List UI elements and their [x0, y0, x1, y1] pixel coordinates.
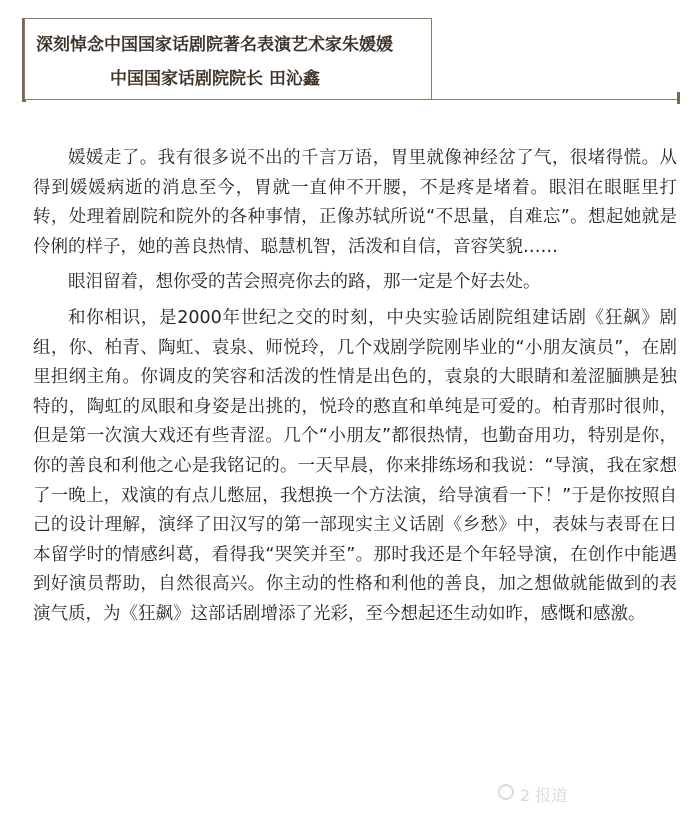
paragraph-1: 媛媛走了。我有很多说不出的千言万语，胃里就像神经岔了气，很堵得慌。从得到媛媛病逝的消息至今，胃就一直伸不开腰，不是疼是堵着。眼泪在眼眶里打转，处理着剧院和院外的各种事情，正像苏轼所说“不思量，自难忘”。想起她就是伶俐的样子，她的善良热情、聪慧机智，活泼和自信，音容笑貌……: [33, 148, 677, 257]
watermark-logo-icon: [498, 784, 514, 800]
paragraph-2: 眼泪留着，想你受的苦会照亮你去的路，那一定是个好去处。: [68, 272, 541, 293]
article-title: 深刻悼念中国国家话剧院著名表演艺术家朱媛媛: [36, 35, 393, 55]
header-frame-accent-right: [677, 92, 680, 104]
article-author: 中国国家话剧院院长 田沁鑫: [110, 69, 320, 89]
header-underline-rule: [432, 99, 680, 100]
article-body: [33, 144, 677, 636]
watermark: 2 报道: [520, 786, 568, 805]
paragraph-3: 和你相识，是2000年世纪之交的时刻，中央实验话剧院组建话剧《狂飙》剧组，你、柏青、陶虹、袁泉、师悦玲，几个戏剧学院刚毕业的“小朋友演员”，在剧里担纲主角。你调皮的笑容和活泼的性情是出色的，袁泉的大眼睛和羞涩腼腆是独特的，陶虹的凤眼和身姿是出挑的，悦玲的憨直和单纯是可爱的。柏青那时很帅，但是第一次演大戏还有些青涩。几个“小朋友”都很热情，也勤奋用功，特别是你，你的善良和利他之心是我铭记的。一天早晨，你来排练场和我说：“导演，我在家想了一晚上，戏演的有点儿憋屈，我想换一个方法演，给导演看一下！”于是你按照自己的设计理解，演绎了田汉写的第一部现实主义话剧《乡愁》中，表妹与表哥在日本留学时的情感纠葛，看得我“哭笑并至”。那时我还是个年轻导演，在创作中能遇到好演员帮助，自然很高兴。你主动的性格和利他的善良，加之想做就能做到的表演气质，为《狂飙》这部话剧增添了光彩，至今想起还生动如昨，感慨和感激。: [33, 307, 677, 624]
